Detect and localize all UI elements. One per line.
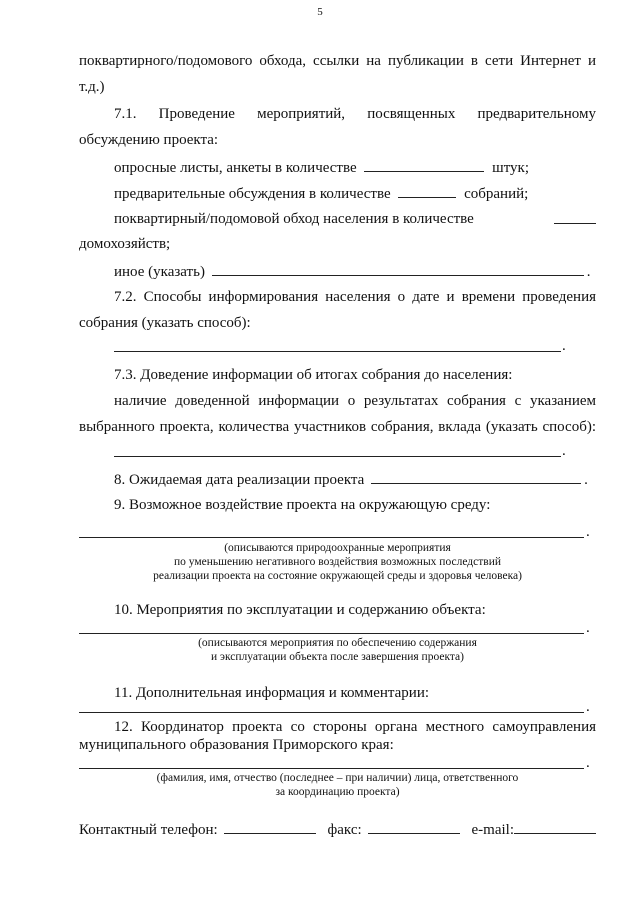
expected-date-field[interactable] <box>371 470 581 484</box>
info-method-field[interactable] <box>114 351 561 352</box>
prelim-label: предварительные обсуждения в количестве <box>114 186 391 202</box>
section-9-heading: 9. Возможное воздействие проекта на окружающую среду: <box>114 497 491 513</box>
caption: и эксплуатации объекта после завершения проекта) <box>211 651 464 663</box>
text-line: обсуждению проекта: <box>79 132 219 148</box>
caption: по уменьшению негативного воздействия возможных последствий <box>173 556 502 568</box>
other-field[interactable] <box>212 262 584 276</box>
section-8-label: 8. Ожидаемая дата реализации проекта <box>114 472 365 488</box>
email-field[interactable] <box>514 820 596 834</box>
period: . <box>586 699 590 715</box>
expected-date-line <box>114 470 596 489</box>
period: . <box>562 338 566 354</box>
text-line: поквартирного/подомового обхода, ссылки на публикации в сети Интернет и <box>79 53 596 69</box>
door-to-door-line <box>114 210 596 228</box>
results-method-field[interactable] <box>114 456 561 457</box>
phone-label: Контактный телефон: <box>79 822 218 838</box>
prelim-count-field[interactable] <box>398 184 456 198</box>
text-line: т.д.) <box>79 79 105 95</box>
period: . <box>586 264 591 280</box>
other-line <box>114 262 596 281</box>
phone-group <box>79 820 316 839</box>
section-10-heading: 10. Мероприятия по эксплуатации и содержанию объекта: <box>114 602 486 618</box>
contacts-line <box>79 820 596 839</box>
caption: реализации проекта на состояние окружающей среды и здоровья человека) <box>153 570 522 582</box>
page-number: 5 <box>317 6 323 18</box>
text-line: домохозяйств; <box>79 236 171 252</box>
survey-count-line <box>114 158 596 177</box>
section-7-3-heading: 7.3. Доведение информации об итогах собрания до населения: <box>114 367 513 383</box>
survey-unit: штук; <box>492 160 530 176</box>
survey-label: опросные листы, анкеты в количестве <box>114 160 357 176</box>
comments-field[interactable] <box>79 712 584 713</box>
text-line: муниципального образования Приморского края: <box>79 737 394 753</box>
maintenance-field[interactable] <box>79 633 584 634</box>
door-count-field[interactable] <box>554 210 596 224</box>
section-12-heading: 12. Координатор проекта со стороны органа местного самоуправления <box>114 719 596 735</box>
prelim-count-line <box>114 184 596 203</box>
environment-impact-field[interactable] <box>79 537 584 538</box>
email-label: e-mail: <box>471 822 514 838</box>
text-line: наличие доведенной информации о результатах собрания с указанием <box>114 393 596 409</box>
period: . <box>562 443 566 459</box>
section-11-heading: 11. Дополнительная информация и комментарии: <box>114 685 430 701</box>
phone-field[interactable] <box>224 820 316 834</box>
coordinator-field[interactable] <box>79 768 584 769</box>
prelim-unit: собраний; <box>464 186 529 202</box>
section-7-2-heading: 7.2. Способы информирования населения о дате и времени проведения <box>114 289 596 305</box>
text-line: выбранного проекта, количества участников собрания, вклада (указать способ): <box>79 419 596 435</box>
caption: за координацию проекта) <box>275 786 400 798</box>
door-label: поквартирный/подомовой обход населения в количестве <box>114 211 474 227</box>
fax-label: факс: <box>327 822 362 838</box>
survey-count-field[interactable] <box>364 158 484 172</box>
text-line: собрания (указать способ): <box>79 315 251 331</box>
period: . <box>586 620 590 636</box>
caption: (фамилия, имя, отчество (последнее – при наличии) лица, ответственного <box>156 772 519 784</box>
fax-group <box>328 820 461 839</box>
period: . <box>586 755 590 771</box>
period: . <box>586 524 590 540</box>
other-label: иное (указать) <box>114 264 205 280</box>
fax-field[interactable] <box>368 820 460 834</box>
caption: (описываются мероприятия по обеспечению содержания <box>198 637 477 649</box>
period: . <box>584 472 588 488</box>
section-7-1-heading: 7.1. Проведение мероприятий, посвященных предварительному <box>114 106 596 122</box>
email-group <box>472 820 596 839</box>
caption: (описываются природоохранные мероприятия <box>224 542 451 554</box>
